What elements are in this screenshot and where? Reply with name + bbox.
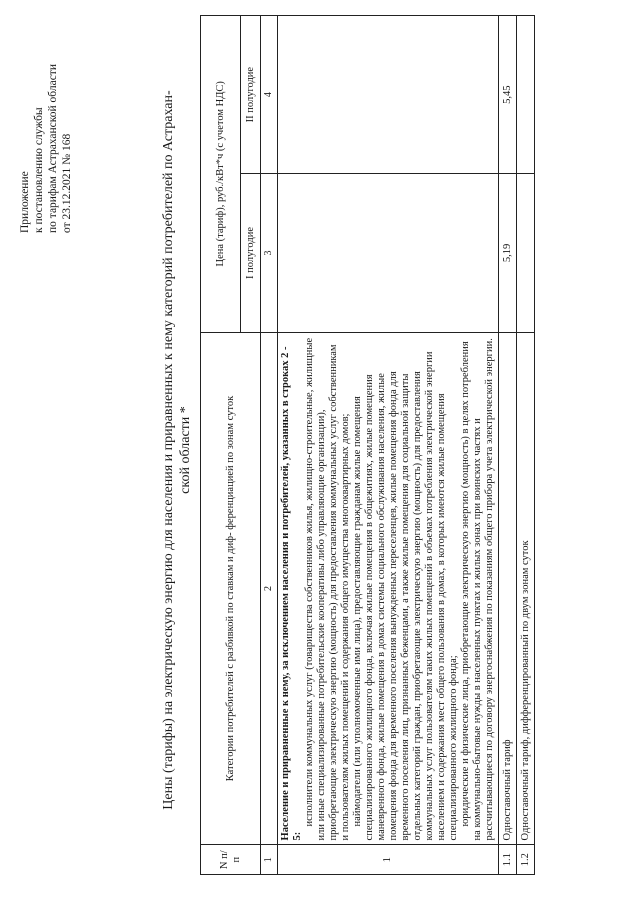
- table-header-row: [201, 16, 241, 875]
- row-category: Одноставочный тариф: [499, 332, 517, 845]
- appendix-line: по тарифам Астраханской области: [47, 64, 59, 233]
- appendix-line: к постановлению службы: [33, 107, 45, 233]
- row-category: [278, 332, 499, 845]
- column-number: 3: [261, 174, 278, 332]
- price-half2: 5,45: [499, 16, 517, 174]
- empty-cell: [517, 174, 535, 332]
- row-num: 1.1: [499, 845, 517, 875]
- tariff-table: [200, 15, 535, 875]
- row-heading: Население и приравненные к нему, за исключением населения и потребителей, указанных в строках 2 - 5:: [280, 346, 303, 841]
- row-num: 1: [278, 845, 499, 875]
- column-number: 4: [261, 16, 278, 174]
- table-row: [278, 16, 499, 875]
- price-half1: 5,19: [499, 174, 517, 332]
- header-category: Категории потребителей с разбивкой по ставкам и диф- ференциацией по зонам суток: [201, 332, 261, 845]
- empty-cell: [278, 16, 499, 174]
- column-number-row: [261, 16, 278, 875]
- header-half2: II полугодие: [241, 16, 261, 174]
- appendix-date-number: от 23.12.2021 № 168: [61, 133, 73, 233]
- column-number: 1: [261, 845, 278, 875]
- appendix-line: Приложение: [19, 171, 31, 233]
- appendix-block: [18, 33, 74, 233]
- table-row: [517, 16, 535, 875]
- row-paragraph: юридические и физические лица, приобретающие электрическую энергию (мощность) в целях потребления на коммунально-бытовые нужды в населенных пунктах и жилых зонах при воинских частях и рассчитывающиеся по договору энергоснабжения по показаниям общего прибора учета электрической энергии.: [460, 338, 495, 841]
- header-num: N п/п: [201, 845, 261, 875]
- header-price: Цена (тариф), руб./кВт*ч (с учетом НДС): [201, 16, 241, 333]
- column-number: 2: [261, 332, 278, 845]
- row-category: Одноставочный тариф, дифференцированный по двум зонам суток: [517, 332, 535, 845]
- title-line: Цены (тарифы) на электрическую энергию для населения и приравненных к нему категорий потребителей по Астрахан-: [161, 90, 176, 810]
- table-row: [499, 16, 517, 875]
- row-paragraph: исполнители коммунальных услуг (товарищества собственников жилья, жилищно-строительные, жилищные или иные специализированные потребительские кооперативы либо управляющие организации), приобретающие электрическую энергию (мощность) для предоставления коммунальных услуг собственникам и пользователям жилых помещений и содержания общего имущества многоквартирных домов;: [304, 337, 351, 841]
- empty-cell: [278, 174, 499, 332]
- empty-cell: [517, 16, 535, 174]
- title-line: ской области *: [178, 406, 193, 494]
- document-title: [160, 50, 194, 850]
- row-num: 1.2: [517, 845, 535, 875]
- row-paragraph: наймодатели (или уполномоченные ими лица), предоставляющие гражданам жилые помещения специализированного жилищного фонда, включая жилые помещения в общежитиях, жилые помещения маневренного фонда, жилые помещения в домах системы социального обслуживания населения, жилые помещения фонда для временного поселения вынужденных переселенцев, жилые помещения фонда для временного поселения лиц, признанных беженцами, а также жилые помещения для социальной защиты отдельных категорий граждан, приобретающие электрическую энергию (мощность) для предоставления коммунальных услуг пользователям таких жилых помещений в объемах потребления электрической энергии населением и содержания мест общего пользования в домах, в которых имеются жилые помещения специализированного жилищного фонда;: [352, 351, 459, 841]
- header-half1: I полугодие: [241, 174, 261, 332]
